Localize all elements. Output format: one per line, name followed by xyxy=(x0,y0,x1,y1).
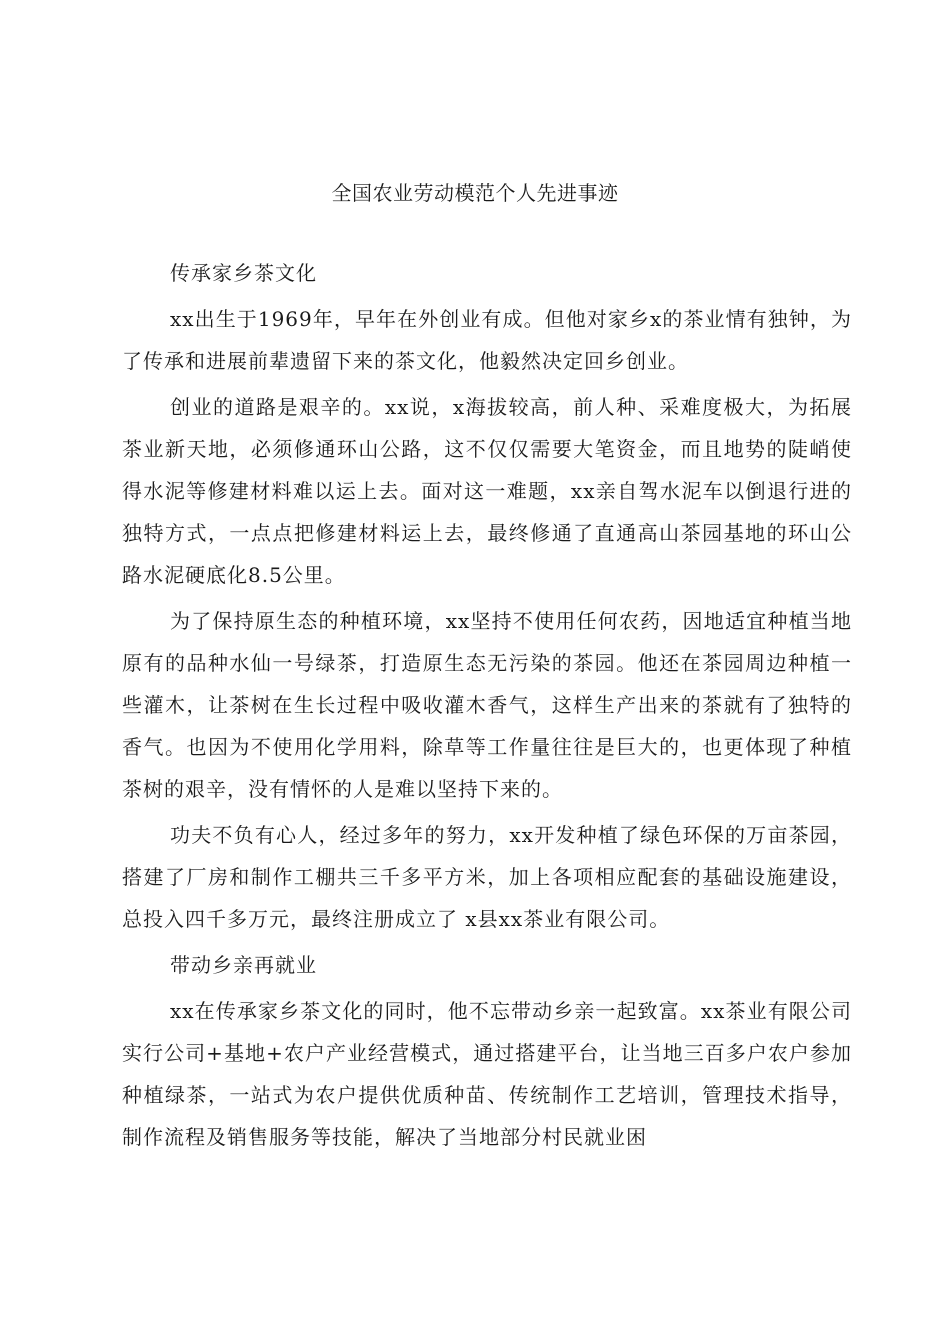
paragraph: xx在传承家乡茶文化的同时，他不忘带动乡亲一起致富。xx茶业有限公司实行公司+基地+农户产业经营模式，通过搭建平台，让当地三百多户农户参加种植绿茶，一站式为农户提供优质种苗、传统制作工艺培训，管理技术指导，制作流程及销售服务等技能，解决了当地部分村民就业困 xyxy=(122,999,852,1149)
document-title: 全国农业劳动模范个人先进事迹 xyxy=(331,181,619,205)
paragraph: xx出生于1969年，早年在外创业有成。但他对家乡x的茶业情有独钟，为了传承和进展前辈遗留下来的茶文化，他毅然决定回乡创业。 xyxy=(122,307,852,373)
paragraph: 为了保持原生态的种植环境，xx坚持不使用任何农药，因地适宜种植当地原有的品种水仙一号绿茶，打造原生态无污染的茶园。他还在茶园周边种植一些灌木，让茶树在生长过程中吸收灌木香气，这样生产出来的茶就有了独特的香气。也因为不使用化学用料，除草等工作量往往是巨大的，也更体现了种植茶树的艰辛，没有情怀的人是难以坚持下来的。 xyxy=(122,609,852,801)
document-body xyxy=(122,252,852,1158)
section-heading: 传承家乡茶文化 xyxy=(170,261,317,285)
paragraph: 创业的道路是艰辛的。xx说，x海拔较高，前人种、采难度极大，为拓展茶业新天地，必须修通环山公路，这不仅仅需要大笔资金，而且地势的陡峭使得水泥等修建材料难以运上去。面对这一难题，xx亲自驾水泥车以倒退行进的独特方式，一点点把修建材料运上去，最终修通了直通高山茶园基地的环山公路水泥硬底化8.5公里。 xyxy=(122,395,852,587)
paragraph: 功夫不负有心人，经过多年的努力，xx开发种植了绿色环保的万亩茶园，搭建了厂房和制作工棚共三千多平方米，加上各项相应配套的基础设施建设，总投入四千多万元，最终注册成立了 x县xx茶业有限公司。 xyxy=(122,823,852,931)
section-heading: 带动乡亲再就业 xyxy=(170,953,317,977)
